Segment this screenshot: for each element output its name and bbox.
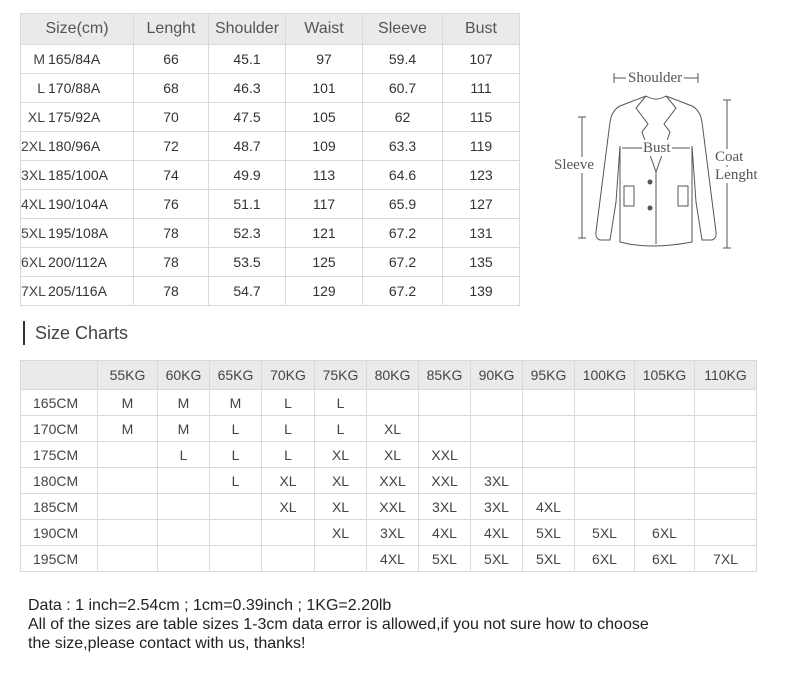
size-cell xyxy=(21,277,134,306)
size-spec: 175/92A xyxy=(48,109,101,125)
header-length: Lenght xyxy=(134,14,209,45)
measurement-body xyxy=(21,45,520,306)
diagram-bust-label: Bust xyxy=(643,140,671,156)
size-chart-cell xyxy=(98,520,158,546)
size-chart-cell: XXL xyxy=(367,494,419,520)
size-cell xyxy=(21,74,134,103)
measurement-value: 123 xyxy=(443,161,520,190)
size-chart-cell: L xyxy=(262,390,315,416)
size-chart-cell xyxy=(523,468,575,494)
measurement-value: 68 xyxy=(134,74,209,103)
size-chart-cell xyxy=(695,416,757,442)
size-chart-cell xyxy=(158,468,210,494)
size-chart-cell xyxy=(262,546,315,572)
size-chart-cell: 5XL xyxy=(523,520,575,546)
measurement-value: 72 xyxy=(134,132,209,161)
weight-header: 85KG xyxy=(419,361,471,390)
contact-note: the size,please contact with us, thanks! xyxy=(28,635,306,652)
size-notes xyxy=(28,596,768,653)
size-spec: 190/104A xyxy=(48,196,108,212)
size-chart-cell xyxy=(158,494,210,520)
size-chart-corner xyxy=(21,361,98,390)
measurement-value: 139 xyxy=(443,277,520,306)
measurement-value: 109 xyxy=(286,132,363,161)
measurement-value: 131 xyxy=(443,219,520,248)
measurement-value: 97 xyxy=(286,45,363,74)
measurement-value: 67.2 xyxy=(363,277,443,306)
size-chart-row xyxy=(21,390,757,416)
size-chart-cell: M xyxy=(98,416,158,442)
size-chart-cell: 4XL xyxy=(471,520,523,546)
size-chart-cell: 6XL xyxy=(575,546,635,572)
height-label: 185CM xyxy=(21,494,98,520)
size-chart-header-row xyxy=(21,361,757,390)
size-chart-cell: L xyxy=(315,416,367,442)
size-chart-cell: XXL xyxy=(367,468,419,494)
height-label: 195CM xyxy=(21,546,98,572)
measurement-value: 51.1 xyxy=(209,190,286,219)
size-charts-heading: Size Charts xyxy=(23,321,128,345)
size-chart-cell: 4XL xyxy=(419,520,471,546)
size-chart-cell xyxy=(262,520,315,546)
size-letter: M xyxy=(33,51,45,67)
weight-header: 65KG xyxy=(210,361,262,390)
size-chart-cell xyxy=(210,520,262,546)
diagram-length-label: Lenght xyxy=(715,167,758,183)
measurement-row xyxy=(21,132,520,161)
size-cell xyxy=(21,45,134,74)
weight-header: 70KG xyxy=(262,361,315,390)
size-spec: 200/112A xyxy=(48,254,107,270)
size-letter: L xyxy=(37,80,45,96)
header-bust: Bust xyxy=(443,14,520,45)
weight-header: 105KG xyxy=(635,361,695,390)
size-chart-cell xyxy=(635,442,695,468)
size-chart-cell: XXL xyxy=(419,442,471,468)
measurement-value: 117 xyxy=(286,190,363,219)
measurement-value: 78 xyxy=(134,277,209,306)
header-sleeve: Sleeve xyxy=(363,14,443,45)
size-chart-cell: 6XL xyxy=(635,546,695,572)
size-chart-cell xyxy=(419,416,471,442)
size-spec: 180/96A xyxy=(48,138,101,154)
size-chart-cell: 3XL xyxy=(471,468,523,494)
diagram-shoulder-label: Shoulder xyxy=(628,70,683,86)
diagram-sleeve-label: Sleeve xyxy=(554,157,594,173)
height-label: 175CM xyxy=(21,442,98,468)
size-chart-cell xyxy=(367,390,419,416)
size-chart-cell: 4XL xyxy=(367,546,419,572)
measurement-value: 78 xyxy=(134,219,209,248)
measurement-value: 135 xyxy=(443,248,520,277)
height-label: 190CM xyxy=(21,520,98,546)
size-chart-cell xyxy=(695,442,757,468)
size-chart-cell: 3XL xyxy=(419,494,471,520)
size-spec: 185/100A xyxy=(48,167,108,183)
size-letter: 7XL xyxy=(21,283,46,299)
measurement-value: 121 xyxy=(286,219,363,248)
size-letter: XL xyxy=(27,109,45,125)
size-chart-cell: XL xyxy=(315,468,367,494)
size-chart-cell: 3XL xyxy=(471,494,523,520)
measurement-header-row xyxy=(21,14,520,45)
size-chart-cell: L xyxy=(158,442,210,468)
size-chart-row xyxy=(21,546,757,572)
size-chart-cell xyxy=(98,468,158,494)
tolerance-note: All of the sizes are table sizes 1-3cm data error is allowed,if you not sure how to choose xyxy=(28,616,649,633)
size-chart-cell: 7XL xyxy=(695,546,757,572)
size-chart-cell xyxy=(471,442,523,468)
size-chart-cell: 5XL xyxy=(419,546,471,572)
measurement-value: 129 xyxy=(286,277,363,306)
measurement-value: 125 xyxy=(286,248,363,277)
size-chart-cell: M xyxy=(210,390,262,416)
weight-header: 110KG xyxy=(695,361,757,390)
size-letter: 2XL xyxy=(21,138,46,154)
measurement-value: 127 xyxy=(443,190,520,219)
size-chart-row xyxy=(21,494,757,520)
size-letter: 4XL xyxy=(21,196,46,212)
measurement-row xyxy=(21,277,520,306)
measurement-value: 49.9 xyxy=(209,161,286,190)
size-chart-cell: L xyxy=(262,416,315,442)
measurement-row xyxy=(21,74,520,103)
size-chart-cell: 5XL xyxy=(523,546,575,572)
size-chart-cell xyxy=(471,416,523,442)
size-chart-cell xyxy=(419,390,471,416)
measurement-value: 74 xyxy=(134,161,209,190)
size-chart-cell xyxy=(158,520,210,546)
measurement-table xyxy=(20,13,520,306)
size-chart-cell: 5XL xyxy=(575,520,635,546)
diagram-coat-label: Coat xyxy=(715,149,744,165)
coat-measurement-diagram xyxy=(550,62,772,262)
size-chart-cell xyxy=(315,546,367,572)
size-chart-cell xyxy=(471,390,523,416)
header-size: Size(cm) xyxy=(21,14,134,45)
size-chart-cell: L xyxy=(210,442,262,468)
size-chart-cell xyxy=(695,520,757,546)
size-chart-row xyxy=(21,442,757,468)
measurement-value: 45.1 xyxy=(209,45,286,74)
measurement-value: 53.5 xyxy=(209,248,286,277)
measurement-value: 113 xyxy=(286,161,363,190)
height-label: 170CM xyxy=(21,416,98,442)
size-chart-body xyxy=(21,390,757,572)
size-chart-cell: XXL xyxy=(419,468,471,494)
header-shoulder: Shoulder xyxy=(209,14,286,45)
measurement-value: 46.3 xyxy=(209,74,286,103)
size-chart-cell: L xyxy=(262,442,315,468)
size-chart-cell xyxy=(210,494,262,520)
size-spec: 195/108A xyxy=(48,225,108,241)
size-chart-cell: M xyxy=(98,390,158,416)
measurement-value: 64.6 xyxy=(363,161,443,190)
size-chart-cell xyxy=(575,468,635,494)
size-chart-cell: M xyxy=(158,390,210,416)
size-spec: 165/84A xyxy=(48,51,101,67)
size-chart-cell: XL xyxy=(262,494,315,520)
weight-header: 95KG xyxy=(523,361,575,390)
measurement-value: 76 xyxy=(134,190,209,219)
weight-header: 100KG xyxy=(575,361,635,390)
size-chart-cell: 3XL xyxy=(367,520,419,546)
size-cell xyxy=(21,132,134,161)
size-cell xyxy=(21,190,134,219)
conversion-note: Data : 1 inch=2.54cm ; 1cm=0.39inch ; 1KG=2.20lb xyxy=(28,597,392,614)
size-chart-cell: L xyxy=(210,416,262,442)
size-chart-cell xyxy=(635,468,695,494)
size-chart-cell: L xyxy=(315,390,367,416)
measurement-value: 48.7 xyxy=(209,132,286,161)
size-chart-cell xyxy=(695,390,757,416)
weight-header: 60KG xyxy=(158,361,210,390)
size-chart-cell xyxy=(158,546,210,572)
size-spec: 170/88A xyxy=(48,80,101,96)
size-chart-cell xyxy=(695,494,757,520)
measurement-value: 111 xyxy=(443,74,520,103)
measurement-value: 63.3 xyxy=(363,132,443,161)
measurement-value: 65.9 xyxy=(363,190,443,219)
size-chart-cell xyxy=(575,442,635,468)
size-letter: 3XL xyxy=(21,167,46,183)
size-chart-cell xyxy=(575,494,635,520)
size-spec: 205/116A xyxy=(48,283,107,299)
measurement-value: 70 xyxy=(134,103,209,132)
size-letter: 5XL xyxy=(21,225,46,241)
size-chart-cell xyxy=(523,390,575,416)
size-chart-cell: XL xyxy=(315,520,367,546)
size-chart-cell: 6XL xyxy=(635,520,695,546)
size-chart-cell: 5XL xyxy=(471,546,523,572)
measurement-value: 67.2 xyxy=(363,219,443,248)
weight-header: 55KG xyxy=(98,361,158,390)
measurement-value: 101 xyxy=(286,74,363,103)
measurement-row xyxy=(21,103,520,132)
measurement-value: 47.5 xyxy=(209,103,286,132)
measurement-value: 107 xyxy=(443,45,520,74)
size-chart-cell xyxy=(575,390,635,416)
measurement-value: 67.2 xyxy=(363,248,443,277)
measurement-value: 60.7 xyxy=(363,74,443,103)
measurement-value: 66 xyxy=(134,45,209,74)
measurement-value: 105 xyxy=(286,103,363,132)
size-chart-cell xyxy=(523,416,575,442)
size-cell xyxy=(21,248,134,277)
measurement-value: 119 xyxy=(443,132,520,161)
size-cell xyxy=(21,103,134,132)
size-chart-table xyxy=(20,360,757,572)
size-cell xyxy=(21,219,134,248)
weight-header: 80KG xyxy=(367,361,419,390)
size-chart-cell: M xyxy=(158,416,210,442)
size-chart-cell: XL xyxy=(262,468,315,494)
measurement-row xyxy=(21,248,520,277)
size-chart-row xyxy=(21,416,757,442)
measurement-value: 115 xyxy=(443,103,520,132)
size-chart-cell xyxy=(210,546,262,572)
height-label: 180CM xyxy=(21,468,98,494)
size-letter: 6XL xyxy=(21,254,46,270)
size-cell xyxy=(21,161,134,190)
size-chart-cell xyxy=(635,416,695,442)
measurement-row xyxy=(21,161,520,190)
size-chart-cell xyxy=(635,390,695,416)
size-chart-cell xyxy=(523,442,575,468)
size-chart-row xyxy=(21,468,757,494)
height-label: 165CM xyxy=(21,390,98,416)
size-chart-cell xyxy=(98,442,158,468)
measurement-value: 62 xyxy=(363,103,443,132)
size-chart-cell: XL xyxy=(315,442,367,468)
size-chart-row xyxy=(21,520,757,546)
size-chart-cell xyxy=(635,494,695,520)
weight-header: 75KG xyxy=(315,361,367,390)
size-chart-cell xyxy=(98,546,158,572)
size-chart-cell: XL xyxy=(367,416,419,442)
measurement-value: 59.4 xyxy=(363,45,443,74)
measurement-value: 78 xyxy=(134,248,209,277)
weight-header: 90KG xyxy=(471,361,523,390)
measurement-row xyxy=(21,219,520,248)
measurement-value: 54.7 xyxy=(209,277,286,306)
size-chart-cell xyxy=(98,494,158,520)
size-chart-cell: 4XL xyxy=(523,494,575,520)
size-chart-cell: XL xyxy=(315,494,367,520)
size-chart-cell: XL xyxy=(367,442,419,468)
measurement-value: 52.3 xyxy=(209,219,286,248)
measurement-row xyxy=(21,45,520,74)
size-chart-cell xyxy=(575,416,635,442)
size-chart-cell xyxy=(695,468,757,494)
measurement-row xyxy=(21,190,520,219)
size-chart-cell: L xyxy=(210,468,262,494)
header-waist: Waist xyxy=(286,14,363,45)
